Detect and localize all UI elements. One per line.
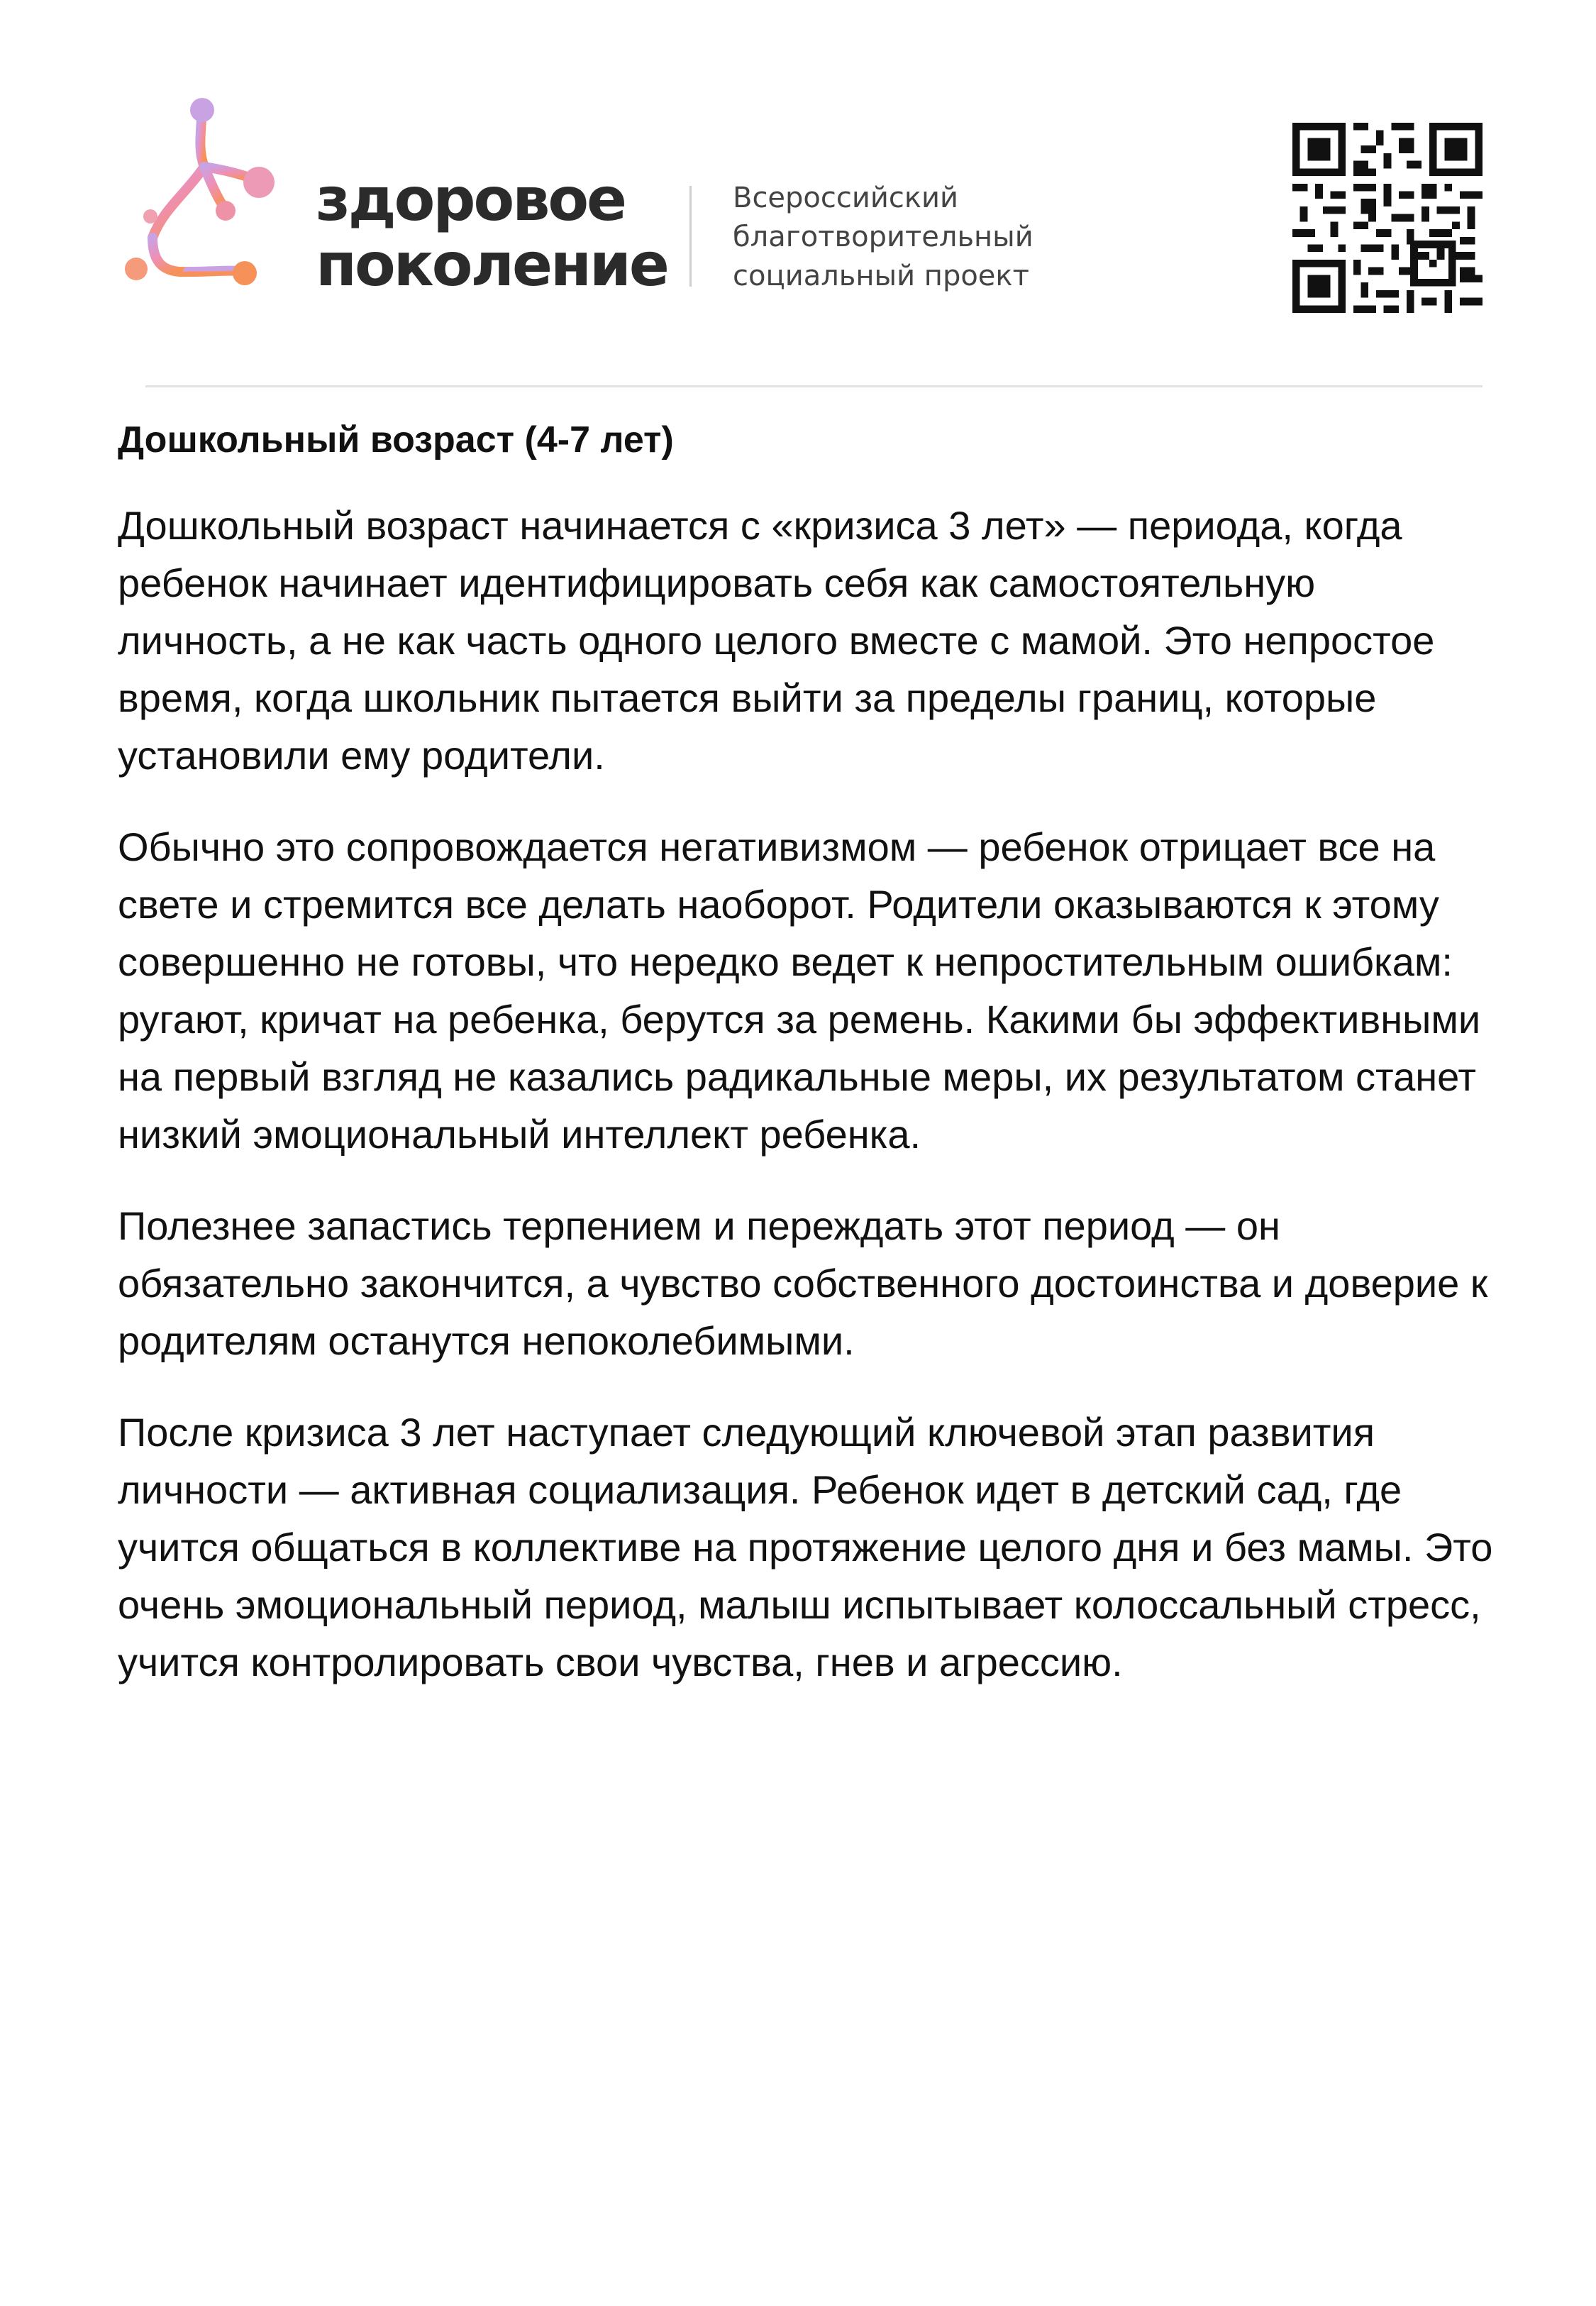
article-paragraph-3: Полезнее запастись терпением и переждать этот период — он обязательно закончится, а чувство собственного достоинства и доверие к родителям останутся непоколебимыми. bbox=[118, 1203, 1488, 1363]
brand-line-1: здоровое bbox=[316, 165, 626, 234]
article-paragraph-4: После кризиса 3 лет наступает следующий ключевой этап развития личности — активная социализация. Ребенок идет в детский сад, где учится общаться в коллективе на протяжение целого дня и без мамы. Это очень эмоциональный период, малыш испытывает колоссальный стресс, учится контролировать свои чувства, гнев и агрессию. bbox=[118, 1410, 1493, 1684]
tagline-line-3: социальный проект bbox=[733, 260, 1029, 292]
brand-name bbox=[316, 167, 667, 297]
article bbox=[118, 412, 1497, 1725]
tagline-line-2: благотворительный bbox=[733, 221, 1033, 253]
tagline-line-1: Всероссийский bbox=[733, 182, 959, 214]
project-tagline bbox=[733, 179, 1033, 296]
header-separator bbox=[145, 385, 1483, 387]
brand-line-2: поколение bbox=[316, 230, 667, 299]
article-paragraph-1: Дошкольный возраст начинается с «кризиса 3 лет» — периода, когда ребенок начинает идентифицировать себя как самостоятельную личность, а не как часть одного целого вместе с мамой. Это непростое время, когда школьник пытается выйти за пределы границ, которые установили ему родители. bbox=[118, 503, 1435, 778]
molecule-logo-icon bbox=[121, 96, 284, 294]
article-paragraph-2: Обычно это сопровождается негативизмом — ребенок отрицает все на свете и стремится все делать наоборот. Родители оказываются к этому совершенно не готовы, что нередко ведет к непростительным ошибкам: ругают, кричат на ребенка, берутся за ремень. Какими бы эффективными на первый взгляд не казались радикальные меры, их результатом станет низкий эмоциональный интеллект ребенка. bbox=[118, 824, 1481, 1157]
article-heading: Дошкольный возраст (4-7 лет) bbox=[118, 419, 674, 460]
page-header bbox=[0, 0, 1596, 397]
qr-code-icon bbox=[1292, 123, 1483, 313]
header-divider bbox=[689, 186, 692, 287]
